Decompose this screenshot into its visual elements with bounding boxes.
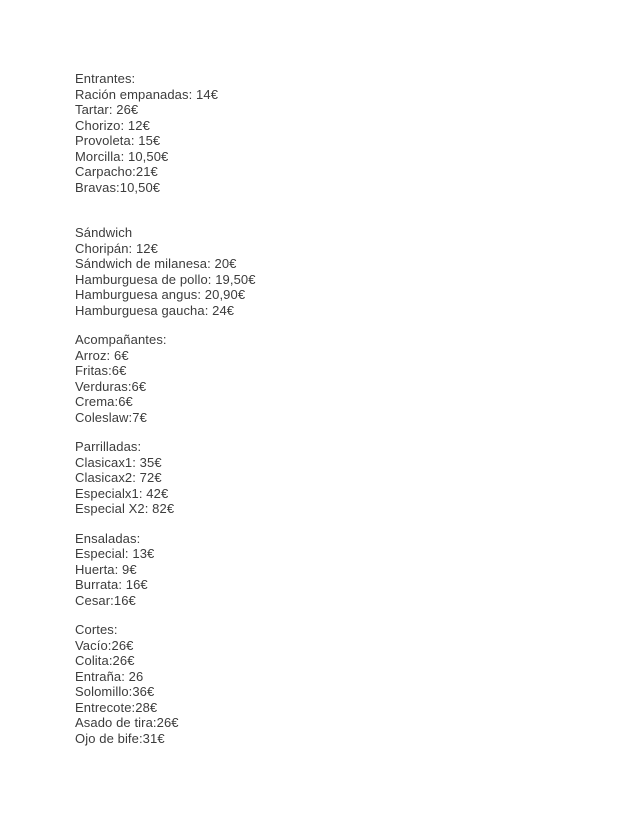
menu-item: Burrata: 16€ xyxy=(75,577,148,592)
menu-item: Hamburguesa de pollo: 19,50€ xyxy=(75,271,256,287)
menu-item: Sándwich de milanesa: 20€ xyxy=(75,256,237,271)
menu-item: Provoleta: 15€ xyxy=(75,133,161,148)
menu-item: Ojo de bife:31€ xyxy=(75,730,165,746)
menu-item: Verduras:6€ xyxy=(75,378,147,394)
menu-section-cortes xyxy=(75,622,555,746)
section-title: Parrilladas: xyxy=(75,439,142,454)
menu-section-ensaladas xyxy=(75,531,555,609)
menu-section-entrantes xyxy=(75,71,555,195)
menu-item: Entrecote:28€ xyxy=(75,699,158,715)
menu-item: Coleslaw:7€ xyxy=(75,409,147,425)
menu-item: Entraña: 26 xyxy=(75,668,144,684)
menu-item: Tartar: 26€ xyxy=(75,102,139,117)
menu-item: Cesar:16€ xyxy=(75,592,136,608)
menu-item: Especialx1: 42€ xyxy=(75,485,169,501)
section-title: Ensaladas: xyxy=(75,530,141,546)
menu-item: Colita:26€ xyxy=(75,653,135,668)
menu-item: Crema:6€ xyxy=(75,394,133,409)
menu-item: Morcilla: 10,50€ xyxy=(75,148,169,164)
section-title: Sándwich xyxy=(75,225,133,240)
menu-item: Hamburguesa angus: 20,90€ xyxy=(75,287,246,302)
menu-item: Clasicax1: 35€ xyxy=(75,454,162,470)
section-title: Cortes: xyxy=(75,622,118,637)
menu-item: Asado de tira:26€ xyxy=(75,715,179,730)
menu-item: Especial: 13€ xyxy=(75,546,155,561)
menu-item: Vacío:26€ xyxy=(75,637,134,653)
menu-item: Ración empanadas: 14€ xyxy=(75,86,219,102)
menu-item: Bravas:10,50€ xyxy=(75,179,161,195)
menu-section-parrilladas xyxy=(75,439,555,517)
menu-item: Fritas:6€ xyxy=(75,363,127,378)
section-title: Entrantes: xyxy=(75,71,136,86)
menu-item: Hamburguesa gaucha: 24€ xyxy=(75,302,235,318)
menu-item: Clasicax2: 72€ xyxy=(75,470,162,485)
menu-item: Carpacho:21€ xyxy=(75,164,158,179)
menu-item: Arroz: 6€ xyxy=(75,347,129,363)
menu-item: Solomillo:36€ xyxy=(75,684,155,699)
menu-item: Especial X2: 82€ xyxy=(75,501,175,516)
menu-section-sandwich xyxy=(75,225,555,318)
menu-section-acompanantes xyxy=(75,332,555,425)
menu-item: Choripán: 12€ xyxy=(75,240,158,256)
section-title: Acompañantes: xyxy=(75,332,167,347)
menu-document xyxy=(75,71,555,746)
menu-item: Chorizo: 12€ xyxy=(75,117,150,133)
menu-item: Huerta: 9€ xyxy=(75,561,137,577)
